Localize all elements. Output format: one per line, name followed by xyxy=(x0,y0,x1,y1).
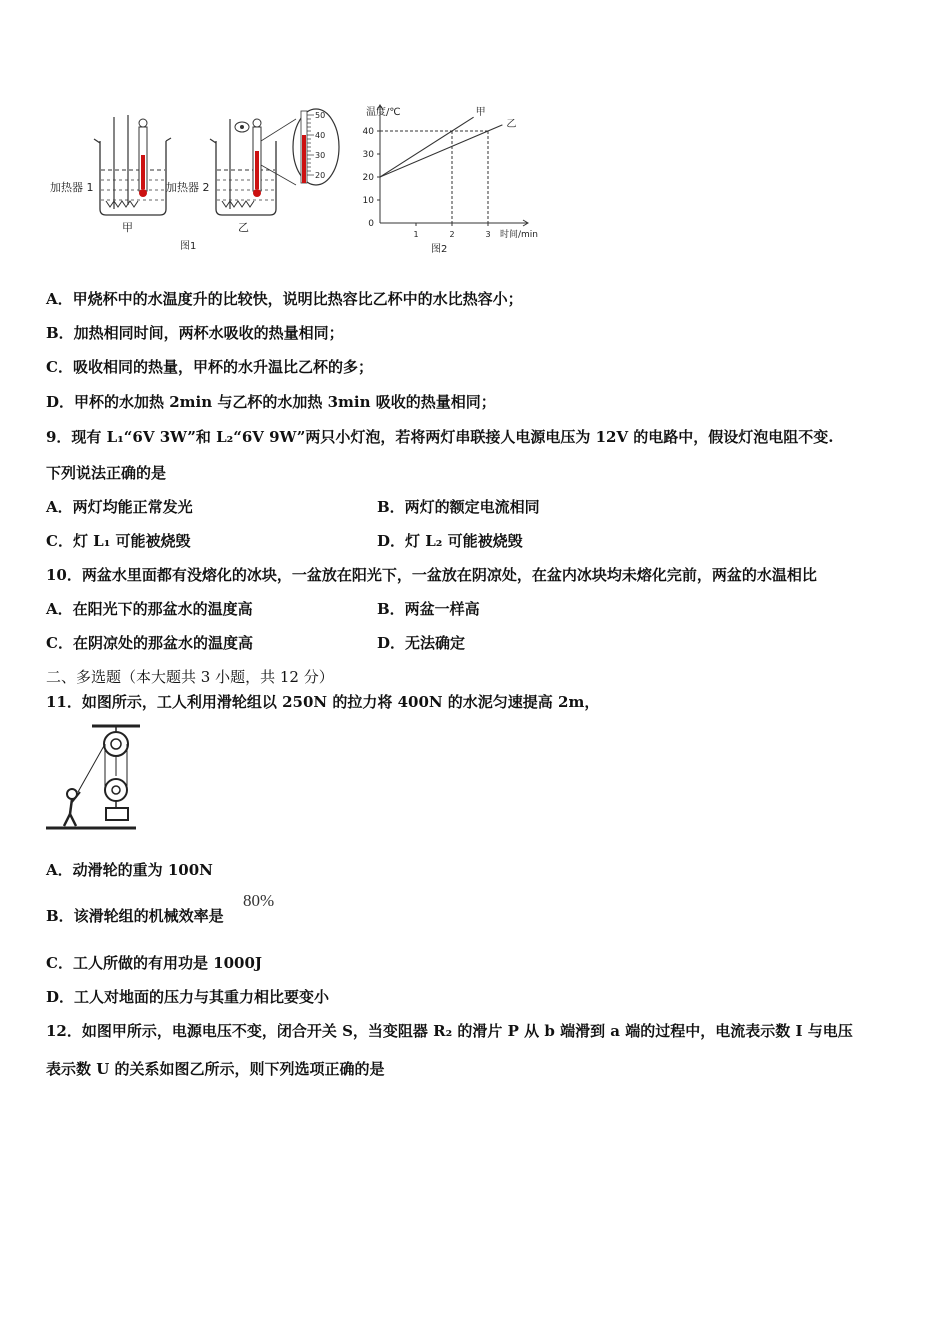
q10-stem: 10．两盆水里面都有没熔化的冰块，一盆放在阳光下，一盆放在阴凉处，在盆内冰块均未熔化完前，两盆的水温相比 xyxy=(46,566,817,584)
q8-option-c: C．吸收相同的热量，甲杯的水升温比乙杯的多； xyxy=(46,358,373,376)
q11-stem: 11．如图所示，工人利用滑轮组以 250N 的拉力将 400N 的水泥匀速提高 2m， xyxy=(46,693,600,711)
beaker-a-label: 甲 xyxy=(122,221,133,234)
x-tick-label-1: 1 xyxy=(413,230,419,239)
series-label-jia: 甲 xyxy=(475,107,486,119)
q10-option-b: B．两盆一样高 xyxy=(377,600,480,618)
q11-option-a: A．动滑轮的重为 100N xyxy=(46,861,213,879)
q9-option-d: D．灯 L₂ 可能被烧毁 xyxy=(377,532,523,550)
zoom-scale-40: 40 xyxy=(315,131,326,140)
q8-option-a: A．甲烧杯中的水温度升的比较快，说明比热容比乙杯中的水比热容小； xyxy=(46,290,523,308)
y-tick-label-10: 10 xyxy=(362,196,374,206)
q8-option-d: D．甲杯的水加热 2min 与乙杯的水加热 3min 吸收的热量相同； xyxy=(46,393,496,411)
section2-heading: 二、多选题（本大题共 3 小题，共 12 分） xyxy=(46,668,334,686)
q11-option-b: B．该滑轮组的机械效率是 xyxy=(46,907,224,925)
x-tick-label-2: 2 xyxy=(449,230,455,239)
q11-option-b-value: 80% xyxy=(243,891,275,910)
q9-option-c: C．灯 L₁ 可能被烧毁 xyxy=(46,532,191,550)
q9-option-b: B．两灯的额定电流相同 xyxy=(377,498,540,516)
q9-stem-line2: 下列说法正确的是 xyxy=(46,464,167,482)
y-tick-label-20: 20 xyxy=(362,173,374,183)
heater-2-label: 加热器 2 xyxy=(166,181,210,194)
q10-option-a: A．在阳光下的那盆水的温度高 xyxy=(46,600,253,618)
q12-stem-line1: 12．如图甲所示，电源电压不变，闭合开关 S，当变阻器 R₂ 的滑片 P 从 b 端滑到 a 端的过程中，电流表示数 I 与电压 xyxy=(46,1022,853,1040)
q12-stem-line2: 表示数 U 的关系如图乙所示，则下列选项正确的是 xyxy=(46,1060,385,1078)
q9-stem-line1: 9．现有 L₁“6V 3W”和 L₂“6V 9W”两只小灯泡，若将两灯串联接人电源电压为 12V 的电路中，假设灯泡电阻不变. xyxy=(46,428,834,446)
y-axis-label: 温度/℃ xyxy=(366,107,401,118)
heater-1-label: 加热器 1 xyxy=(50,181,94,194)
figure1-caption: 图1 xyxy=(180,241,197,252)
figure1-beakers xyxy=(48,105,348,255)
y-tick-label-30: 30 xyxy=(362,150,374,160)
q9-option-a: A．两灯均能正常发光 xyxy=(46,498,193,516)
zoom-scale-30: 30 xyxy=(315,151,326,160)
q11-option-c: C．工人所做的有用功是 1000J xyxy=(46,954,263,972)
pulley-figure xyxy=(44,722,144,834)
x-axis-label: 时间/min xyxy=(500,230,539,240)
series-line-yi xyxy=(380,125,502,177)
x-tick-label-3: 3 xyxy=(485,230,491,239)
figure2-caption: 图2 xyxy=(431,244,448,255)
series-label-yi: 乙 xyxy=(506,118,517,130)
series-line-jia xyxy=(380,117,474,177)
y-tick-label-40: 40 xyxy=(362,127,374,137)
zoom-scale-50: 50 xyxy=(315,111,326,120)
figure2-chart xyxy=(330,95,560,260)
beaker-a xyxy=(94,115,171,215)
q11-option-d: D．工人对地面的压力与其重力相比要变小 xyxy=(46,988,330,1006)
beaker-b-label: 乙 xyxy=(238,221,249,234)
q8-option-b: B．加热相同时间，两杯水吸收的热量相同； xyxy=(46,324,344,342)
q10-option-c: C．在阴凉处的那盆水的温度高 xyxy=(46,634,253,652)
beaker-b xyxy=(210,119,296,215)
y-tick-label-0: 0 xyxy=(368,219,374,229)
q10-option-d: D．无法确定 xyxy=(377,634,466,652)
zoom-scale-20: 20 xyxy=(315,171,326,180)
